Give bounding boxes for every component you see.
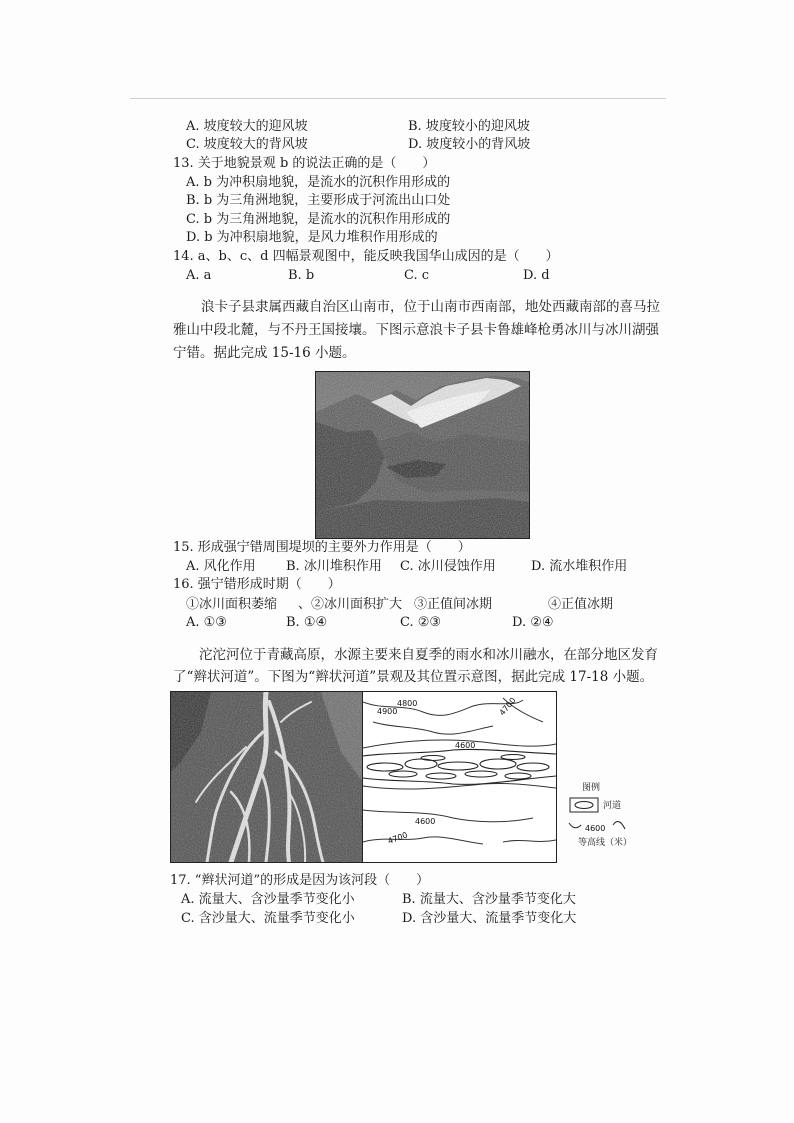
q17-option-d: D. 含沙量大、流量季节变化大 [402, 911, 577, 926]
contour-label-4700-top: 4700 [497, 695, 518, 718]
q16-option-a: A. ①③ [186, 615, 227, 630]
q17-option-c: C. 含沙量大、流量季节变化小 [181, 911, 355, 926]
legend-contour-symbol [567, 817, 627, 837]
q17-stem: 17. “辫状河道”的形成是因为该河段（ ） [170, 873, 430, 888]
q16-option-b: B. ①④ [286, 615, 328, 630]
q14-option-a: A. a [186, 268, 212, 283]
q15-option-d: D. 流水堆积作用 [531, 559, 628, 574]
q12-option-c: C. 坡度较大的背风坡 [186, 137, 308, 152]
q17-option-b: B. 流量大、含沙量季节变化大 [402, 892, 576, 907]
q13-option-a: A. b 为冲积扇地貌，是流水的沉积作用形成的 [186, 175, 451, 190]
braided-river-photo [170, 691, 364, 863]
q13-stem: 13. 关于地貌景观 b 的说法正确的是（ ） [173, 156, 436, 171]
contour-label-4600-river: 4600 [455, 741, 476, 750]
q12-option-d: D. 坡度较小的背风坡 [408, 137, 531, 152]
q14-option-b: B. b [288, 268, 315, 283]
passage2-line2: 了“辫状河道”。下图为“辫状河道”景观及其位置示意图，据此完成 17-18 小题。 [173, 669, 654, 685]
q17-option-a: A. 流量大、含沙量季节变化小 [181, 892, 355, 907]
q12-option-a: A. 坡度较大的迎风坡 [186, 119, 308, 134]
q16-statement-3: ③正值间冰期 [414, 597, 493, 612]
passage2-line1: 沱沱河位于青藏高原，水源主要来自夏季的雨水和冰川融水，在部分地区发育 [199, 647, 658, 663]
passage1-line3: 宁错。据此完成 15-16 小题。 [173, 345, 356, 361]
legend-river-label: 河道 [603, 801, 622, 811]
q14-option-c: C. c [404, 268, 430, 283]
legend-title: 图例 [582, 783, 601, 793]
legend-contour-label: 等高线（米） [578, 838, 633, 848]
q16-statement-2: 、②冰川面积扩大 [298, 597, 403, 612]
glacier-lake-photo [315, 371, 530, 539]
q13-option-b: B. b 为三角洲地貌，主要形成于河流出山口处 [186, 193, 451, 208]
contour-label-4600-lower: 4600 [415, 817, 436, 826]
contour-label-4700-bottom: 4700 [386, 830, 409, 846]
q15-option-a: A. 风化作用 [186, 559, 256, 574]
legend-river-symbol [569, 797, 599, 813]
q12-option-b: B. 坡度较小的迎风坡 [408, 119, 530, 134]
q13-option-c: C. b 为三角洲地貌，是流水的沉积作用形成的 [186, 212, 451, 227]
river-contour-map [362, 691, 557, 863]
passage1-line1: 浪卡子县隶属西藏自治区山南市，位于山南市西南部，地处西藏南部的喜马拉 [201, 299, 660, 315]
contour-label-4800: 4800 [397, 699, 418, 708]
q15-option-c: C. 冰川侵蚀作用 [400, 559, 496, 574]
q16-statement-1: ①冰川面积萎缩 [186, 597, 278, 612]
q14-option-d: D. d [523, 268, 550, 283]
legend-contour-value: 4600 [585, 824, 606, 833]
q14-stem: 14. a、b、c、d 四幅景观图中，能反映我国华山成因的是（ ） [173, 249, 559, 264]
q16-stem: 16. 强宁错形成时期（ ） [173, 577, 341, 592]
contour-label-4900: 4900 [377, 707, 398, 716]
q16-option-d: D. ②④ [512, 615, 554, 630]
q16-option-c: C. ②③ [400, 615, 442, 630]
q15-option-b: B. 冰川堆积作用 [286, 559, 382, 574]
header-divider [130, 98, 666, 99]
q15-stem: 15. 形成强宁错周围堤坝的主要外力作用是（ ） [173, 540, 471, 555]
q13-option-d: D. b 为冲积扇地貌，是风力堆积作用形成的 [186, 230, 438, 245]
passage1-line2: 雅山中段北麓，与不丹王国接壤。下图示意浪卡子县卡鲁雄峰枪勇冰川与冰川湖强 [173, 322, 659, 338]
q16-statement-4: ④正值冰期 [548, 597, 614, 612]
